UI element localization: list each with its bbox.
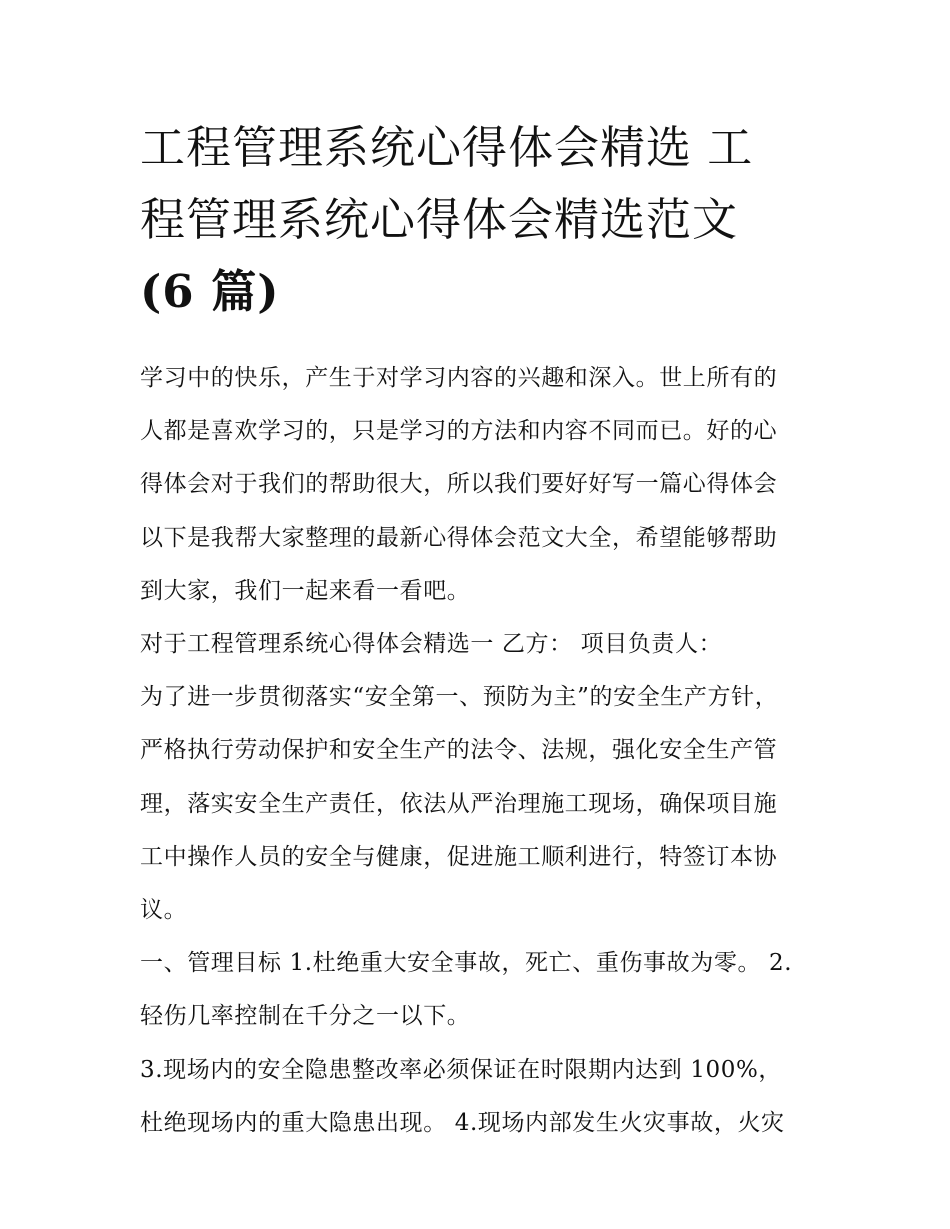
title-line-3: (6 篇) xyxy=(140,265,280,318)
title-line-1: 工程管理系统心得体会精选 工 xyxy=(140,121,754,174)
body-line: 理，落实安全生产责任，依法从严治理施工现场，确保项目施 xyxy=(140,790,778,817)
body-line: 3.现场内的安全隐患整改率必须保证在时限期内达到 100%， xyxy=(140,1056,783,1083)
body-line: 学习中的快乐，产生于对学习内容的兴趣和深入。世上所有的 xyxy=(140,365,778,391)
body-line: 杜绝现场内的重大隐患出现。 4.现场内部发生火灾事故，火灾 xyxy=(140,1109,785,1136)
body-line: 严格执行劳动保护和安全生产的法令、法规，强化安全生产管 xyxy=(140,737,778,764)
body-line: 到大家，我们一起来看一看吧。 xyxy=(140,577,471,604)
body-line: 人都是喜欢学习的，只是学习的方法和内容不同而已。好的心 xyxy=(140,418,778,445)
body-line: 轻伤几率控制在千分之一以下。 xyxy=(140,1003,471,1030)
body-line: 得体会对于我们的帮助很大，所以我们要好好写一篇心得体会 xyxy=(140,471,778,498)
document-body xyxy=(140,352,820,1150)
document-title xyxy=(140,112,820,328)
body-line: 工中操作人员的安全与健康，促进施工顺利进行，特签订本协 xyxy=(140,843,778,870)
body-line: 议。 xyxy=(140,897,188,924)
body-line: 一、管理目标 1.杜绝重大安全事故，死亡、重伤事故为零。 2. xyxy=(140,950,793,977)
title-line-2: 程管理系统心得体会精选范文 xyxy=(140,193,739,246)
section-heading-line: 对于工程管理系统心得体会精选一 乙方： 项目负责人： xyxy=(140,631,723,658)
body-line: 以下是我帮大家整理的最新心得体会范文大全，希望能够帮助 xyxy=(140,524,778,551)
body-line: 为了进一步贯彻落实“安全第一、预防为主”的安全生产方针， xyxy=(140,684,779,711)
